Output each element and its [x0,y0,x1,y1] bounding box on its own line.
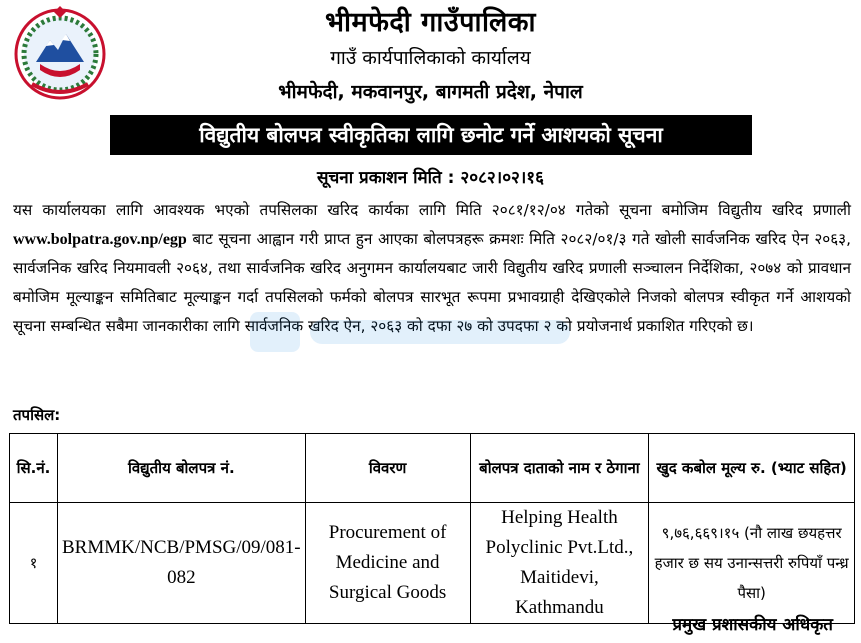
notice-body-part1: यस कार्यालयका लागि आवश्यक भएको तपसिलका खरिद कार्यका लागि मिति २०८१/१२/०४ गतेको सूचना बमोजिम विद्युतीय खरिद प्रणाली [13,201,851,219]
notice-title: विद्युतीय बोलपत्र स्वीकृतिका लागि छनोट गर्ने आशयको सूचना [199,123,663,147]
cell-sn: १ [10,503,58,624]
cell-bidder: Helping Health Polyclinic Pvt.Ltd., Maitidevi, Kathmandu [470,503,649,624]
col-header-description: विवरण [305,434,470,503]
table-row [10,503,855,624]
notice-body-part2: बाट सूचना आह्वान गरी प्राप्त हुन आएका बोलपत्रहरू क्रमशः मिति २०८२/०१/३ गते खोली सार्वजनिक खरिद ऐन २०६३, सार्वजनिक खरिद नियमावली २०६४, तथा सार्वजनिक खरिद अनुगमन कार्यालयबाट जारी विद्युतीय खरिद प्रणाली सञ्चालन निर्देशिका, २०७४ को प्रावधान बमोजिम मूल्याङ्कन समितिबाट मूल्याङ्कन गर्दा तपसिलको फर्मको बोलपत्र सारभूत रूपमा प्रभावग्राही देखिएकोले निजको बोलपत्र स्वीकृत गर्ने आशयको सूचना सम्बन्धित सबैमा जानकारीका लागि सार्वजनिक खरिद ऐन, २०६३ को दफा २७ को उपदफा २ को प्रयोजनार्थ प्रकाशित गरिएको छ। [13,229,851,335]
notice-body [13,196,851,341]
municipality-name: भीमफेदी गाउँपालिका [324,7,536,38]
cell-bid-no: BRMMK/NCB/PMSG/09/081-082 [58,503,306,624]
office-address: भीमफेदी, मकवानपुर, बागमती प्रदेश, नेपाल [278,81,583,103]
col-header-bidder: बोलपत्र दाताको नाम र ठेगाना [470,434,649,503]
bolpatra-url: www.bolpatra.gov.np/egp [13,230,187,248]
cell-description: Procurement of Medicine and Surgical Goods [305,503,470,624]
publication-date: सूचना प्रकाशन मिति : २०८२।०२।१६ [317,168,544,188]
col-header-sn: सि.नं. [10,434,58,503]
signatory-title: प्रमुख प्रशासकीय अधिकृत [672,615,833,635]
table-header-row [10,434,855,503]
notice-title-banner [110,115,752,155]
col-header-bid-no: विद्युतीय बोलपत्र नं. [58,434,306,503]
office-name: गाउँ कार्यपालिकाको कार्यालय [330,47,531,69]
cell-amount: ९,७६,६६९।१५ (नौ लाख छयहत्तर हजार छ सय उनान्सत्तरी रुपियाँ पन्ध्र पैसा) [649,503,855,624]
bid-table [9,433,855,624]
col-header-amount: खुद कबोल मूल्य रु. (भ्याट सहित) [649,434,855,503]
tapsil-label: तपसिल: [13,406,61,424]
